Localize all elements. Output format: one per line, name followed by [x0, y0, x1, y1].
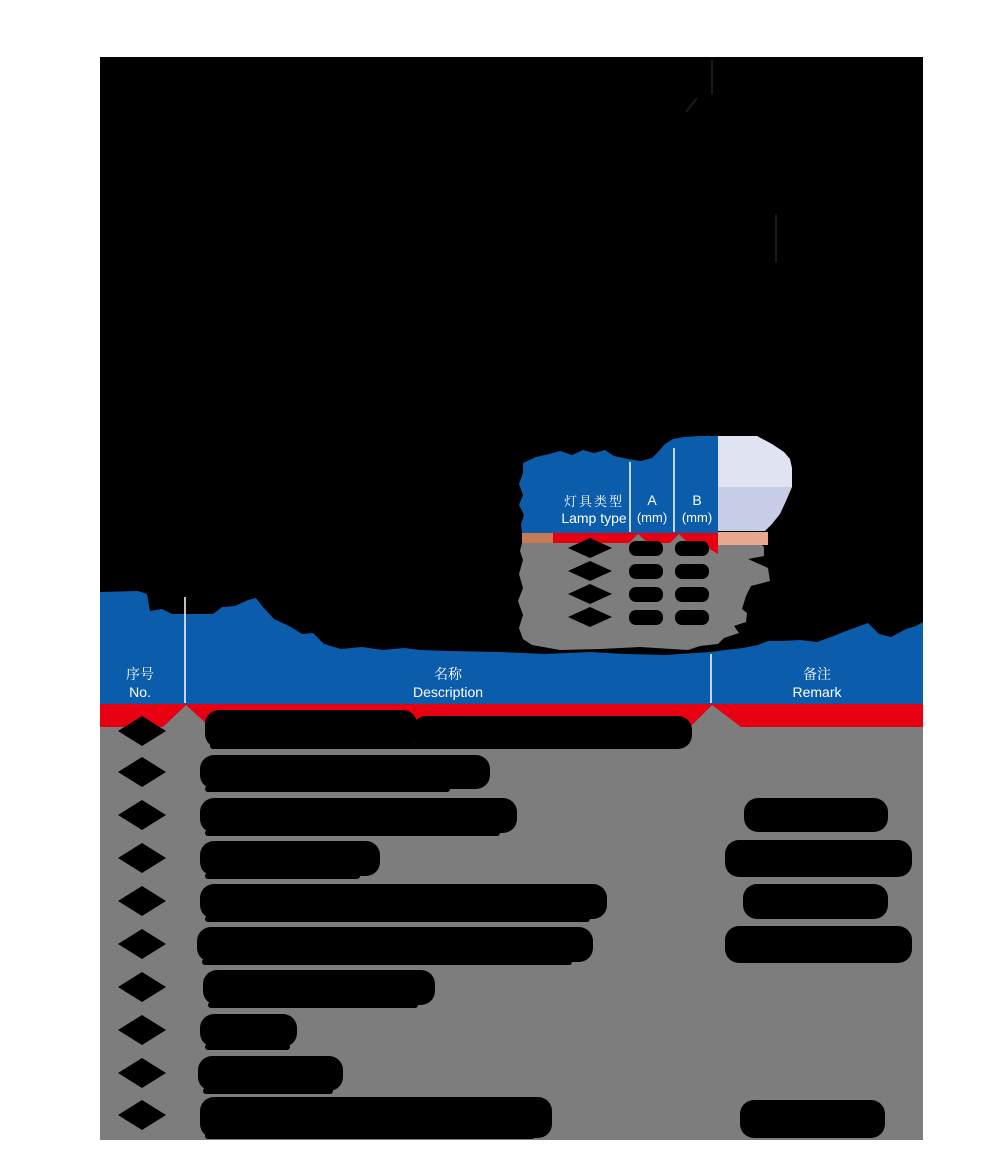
row-description-line2-redaction — [205, 1133, 535, 1139]
lamp-type-header-zh: 灯具类型 — [563, 494, 625, 509]
row-description-line2-redaction — [205, 1044, 290, 1050]
lamp-b-value-redaction — [675, 541, 709, 556]
remark-header-en: Remark — [792, 684, 842, 700]
row-description-line2-redaction — [205, 873, 360, 879]
row-description-line2-redaction — [208, 1002, 418, 1008]
row-description-line2-redaction — [210, 743, 630, 749]
row-description-redaction — [200, 755, 490, 789]
row-description-redaction — [198, 1056, 343, 1091]
row-remark-redaction — [740, 1100, 885, 1138]
row-description-line2-redaction — [202, 959, 572, 965]
description-header-zh: 名称 — [434, 666, 462, 682]
lamp-a-value-redaction — [629, 564, 663, 579]
lamp-a-value-redaction — [629, 610, 663, 625]
row-description-redaction — [200, 1097, 552, 1138]
lamp-stripe-salmon-right — [718, 532, 768, 545]
lamp-stripe-salmon-left — [522, 533, 553, 543]
lamp-a-value-redaction — [629, 587, 663, 602]
lamp-col-separator-2 — [673, 448, 675, 532]
lamp-col-separator-1 — [629, 462, 631, 532]
row-description-line2-redaction — [205, 786, 450, 792]
col-a-unit: (mm) — [636, 510, 668, 525]
row-description-line2-redaction — [205, 916, 590, 922]
row-description-redaction — [200, 841, 380, 876]
main-col-separator-no-desc — [184, 597, 186, 703]
row-remark-redaction — [744, 798, 888, 832]
row-remark-redaction — [743, 884, 888, 919]
col-a-header: A — [647, 492, 657, 508]
col-b-header: B — [692, 492, 702, 508]
lamp-b-value-redaction — [675, 587, 709, 602]
remark-header-zh: 备注 — [803, 666, 831, 682]
row-remark-redaction — [725, 840, 912, 877]
row-description-redaction — [200, 884, 607, 919]
lamp-a-value-redaction — [629, 541, 663, 556]
row-description-redaction — [197, 927, 593, 962]
col-b-unit: (mm) — [681, 510, 713, 525]
row-description-redaction — [200, 1014, 297, 1047]
row-description-line2-redaction — [203, 1088, 333, 1094]
row-description-line2-redaction — [205, 830, 500, 836]
row-description-redaction — [203, 970, 435, 1005]
lamp-b-value-redaction — [675, 610, 709, 625]
description-header-en: Description — [412, 684, 484, 700]
row-description-redaction — [200, 798, 517, 833]
row-remark-redaction — [725, 926, 912, 963]
main-col-separator-desc-remark — [710, 654, 712, 703]
lamp-type-header-en: Lamp type — [561, 510, 627, 526]
no-header-zh: 序号 — [126, 666, 154, 682]
lamp-b-value-redaction — [675, 564, 709, 579]
no-header-en: No. — [129, 684, 151, 700]
